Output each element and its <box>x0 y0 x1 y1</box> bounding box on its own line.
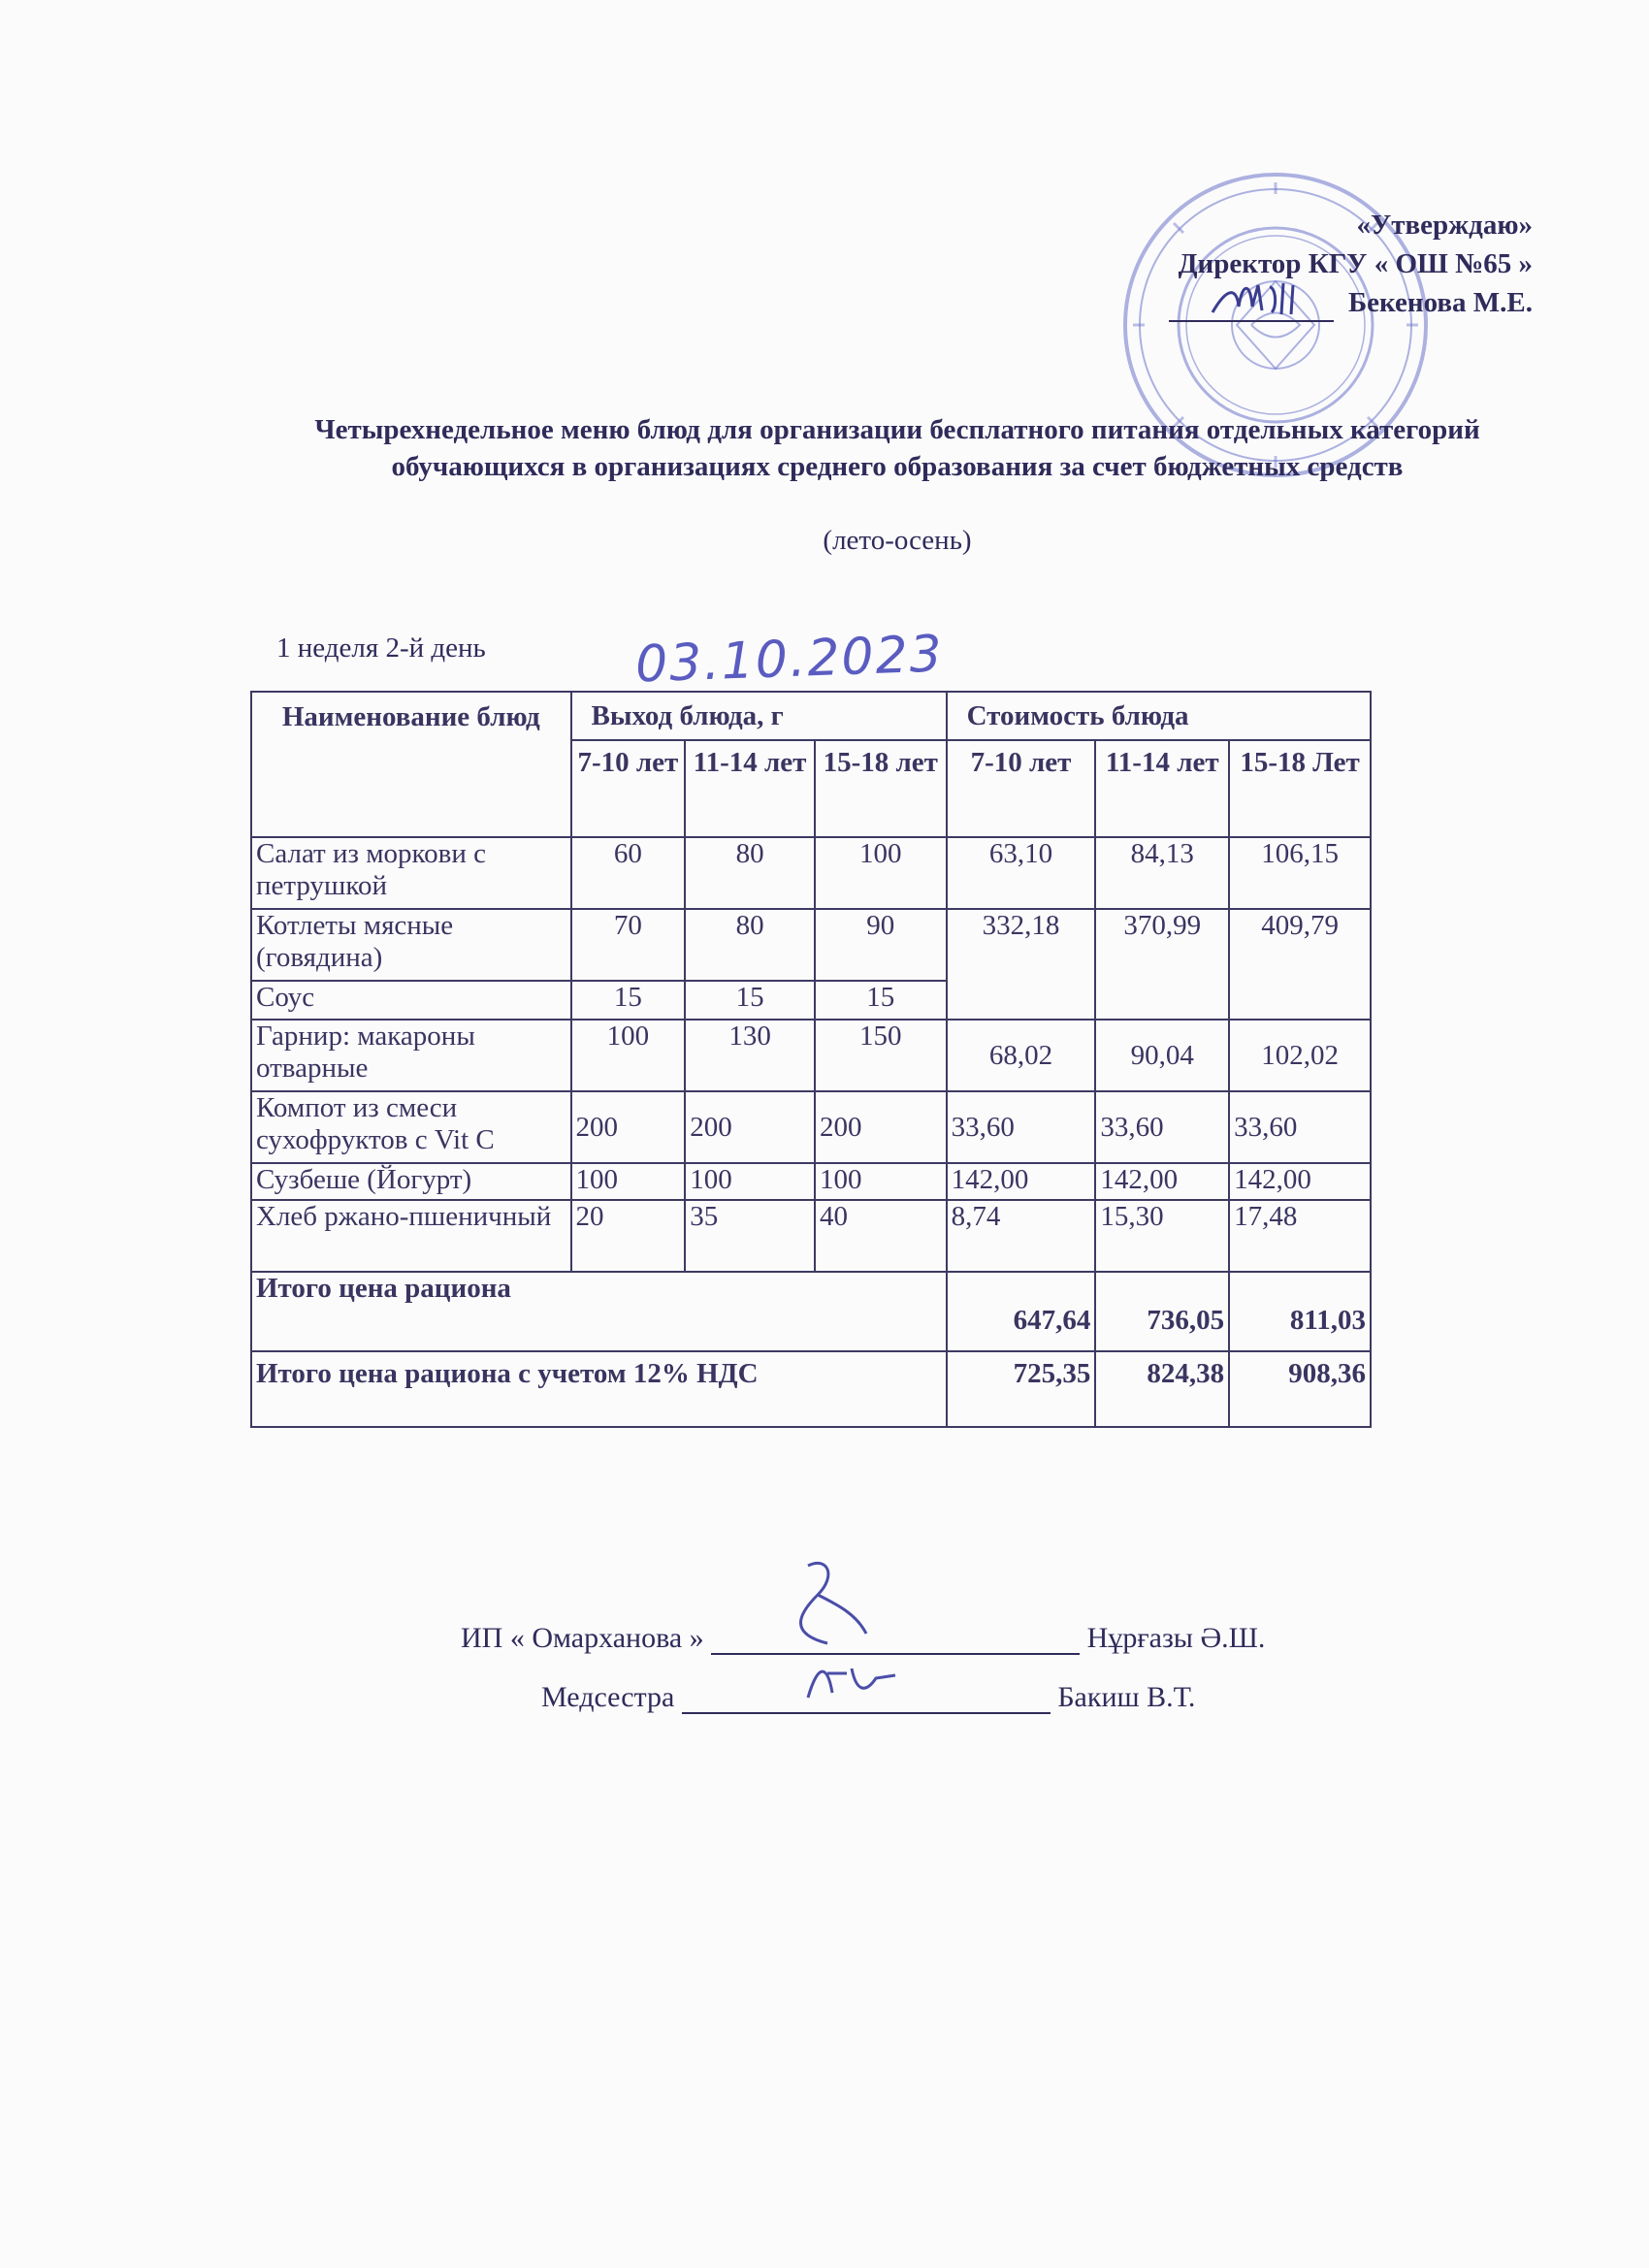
output-7-10: 100 <box>571 1020 686 1091</box>
cost-15-18: 106,15 <box>1229 837 1371 909</box>
cost-7-10: 63,10 <box>947 837 1096 909</box>
output-15-18: 100 <box>815 1163 947 1200</box>
approval-title: «Утверждаю» <box>1356 210 1533 241</box>
total-row <box>251 1272 1371 1351</box>
total-7-10: 647,64 <box>947 1272 1096 1351</box>
output-11-14: 80 <box>685 837 815 909</box>
output-15-18: 200 <box>815 1091 947 1163</box>
document-title: Четырехнедельное меню блюд для организации бесплатного питания отдельных категорий обучающихся в организациях среднего образования за счет бюджетных средств <box>314 414 1480 482</box>
handwritten-date: 03.10.2023 <box>634 625 945 695</box>
approval-signature-row <box>1169 283 1533 322</box>
cost-11-14: 15,30 <box>1095 1200 1229 1272</box>
output-7-10: 200 <box>571 1091 686 1163</box>
nurse-name: Бакиш В.Т. <box>1057 1681 1196 1713</box>
season-label: (лето-осень) <box>823 525 972 556</box>
nurse-signature-row <box>541 1681 1195 1714</box>
dish-name: Сузбеше (Йогурт) <box>251 1163 571 1200</box>
ip-label: ИП « Омарханова » <box>461 1622 704 1654</box>
cost-15-18: 142,00 <box>1229 1163 1371 1200</box>
nurse-signature-icon <box>798 1654 905 1712</box>
table-row <box>251 837 1371 909</box>
cost-15-18: 17,48 <box>1229 1200 1371 1272</box>
output-7-10: 15 <box>571 981 686 1020</box>
cost-11-14: 370,99 <box>1095 909 1229 1020</box>
approval-block <box>1169 206 1533 322</box>
header-output: Выход блюда, г <box>571 692 947 740</box>
nurse-label: Медсестра <box>541 1681 675 1713</box>
dish-name: Котлеты мясные (говядина) <box>251 909 571 981</box>
menu-table <box>250 691 1372 1428</box>
cost-15-18: 33,60 <box>1229 1091 1371 1163</box>
director-name: Бекенова М.Е. <box>1347 287 1533 318</box>
dish-name: Салат из моркови с петрушкой <box>251 837 571 909</box>
ip-signature-row <box>461 1622 1265 1655</box>
output-11-14: 200 <box>685 1091 815 1163</box>
ip-signature-line <box>711 1624 1080 1655</box>
output-11-14: 130 <box>685 1020 815 1091</box>
header-cost-age-7-10: 7-10 лет <box>947 740 1096 837</box>
cost-7-10: 68,02 <box>947 1020 1096 1091</box>
output-11-14: 15 <box>685 981 815 1020</box>
header-output-age-7-10: 7-10 лет <box>571 740 686 837</box>
total-vat-label: Итого цена рациона с учетом 12% НДС <box>251 1351 947 1427</box>
cost-11-14: 84,13 <box>1095 837 1229 909</box>
header-cost-age-15-18: 15-18 Лет <box>1229 740 1371 837</box>
total-vat-row <box>251 1351 1371 1427</box>
header-cost: Стоимость блюда <box>947 692 1371 740</box>
approval-position: Директор КГУ « ОШ №65 » <box>1178 248 1533 279</box>
output-15-18: 100 <box>815 837 947 909</box>
dish-name: Соус <box>251 981 571 1020</box>
total-vat-11-14: 824,38 <box>1095 1351 1229 1427</box>
dish-name: Гарнир: макароны отварные <box>251 1020 571 1091</box>
ip-name: Нұрғазы Ә.Ш. <box>1086 1622 1266 1654</box>
cost-11-14: 142,00 <box>1095 1163 1229 1200</box>
ip-signature-icon <box>769 1556 886 1653</box>
dish-name: Компот из смеси сухофруктов с Vit C <box>251 1091 571 1163</box>
output-7-10: 70 <box>571 909 686 981</box>
output-7-10: 20 <box>571 1200 686 1272</box>
day-label: 1 неделя 2-й день <box>276 632 486 664</box>
cost-7-10: 8,74 <box>947 1200 1096 1272</box>
director-signature-line <box>1169 291 1334 322</box>
cost-11-14: 33,60 <box>1095 1091 1229 1163</box>
dish-name: Хлеб ржано-пшеничный <box>251 1200 571 1272</box>
cost-7-10: 33,60 <box>947 1091 1096 1163</box>
cost-7-10: 142,00 <box>947 1163 1096 1200</box>
output-7-10: 100 <box>571 1163 686 1200</box>
table-row <box>251 1163 1371 1200</box>
director-signature-icon <box>1208 277 1324 320</box>
cost-7-10: 332,18 <box>947 909 1096 1020</box>
output-11-14: 35 <box>685 1200 815 1272</box>
cost-15-18: 102,02 <box>1229 1020 1371 1091</box>
output-15-18: 40 <box>815 1200 947 1272</box>
output-7-10: 60 <box>571 837 686 909</box>
header-dish-name: Наименование блюд <box>251 692 571 837</box>
output-11-14: 80 <box>685 909 815 981</box>
table-row <box>251 1091 1371 1163</box>
total-11-14: 736,05 <box>1095 1272 1229 1351</box>
total-15-18: 811,03 <box>1229 1272 1371 1351</box>
total-vat-7-10: 725,35 <box>947 1351 1096 1427</box>
output-15-18: 15 <box>815 981 947 1020</box>
nurse-signature-line <box>682 1683 1051 1714</box>
output-15-18: 150 <box>815 1020 947 1091</box>
total-vat-15-18: 908,36 <box>1229 1351 1371 1427</box>
output-11-14: 100 <box>685 1163 815 1200</box>
total-label: Итого цена рациона <box>251 1272 947 1351</box>
table-row <box>251 1020 1371 1091</box>
cost-11-14: 90,04 <box>1095 1020 1229 1091</box>
header-output-age-15-18: 15-18 лет <box>815 740 947 837</box>
output-15-18: 90 <box>815 909 947 981</box>
header-cost-age-11-14: 11-14 лет <box>1095 740 1229 837</box>
table-row <box>251 909 1371 981</box>
table-row <box>251 1200 1371 1272</box>
cost-15-18: 409,79 <box>1229 909 1371 1020</box>
header-output-age-11-14: 11-14 лет <box>685 740 815 837</box>
